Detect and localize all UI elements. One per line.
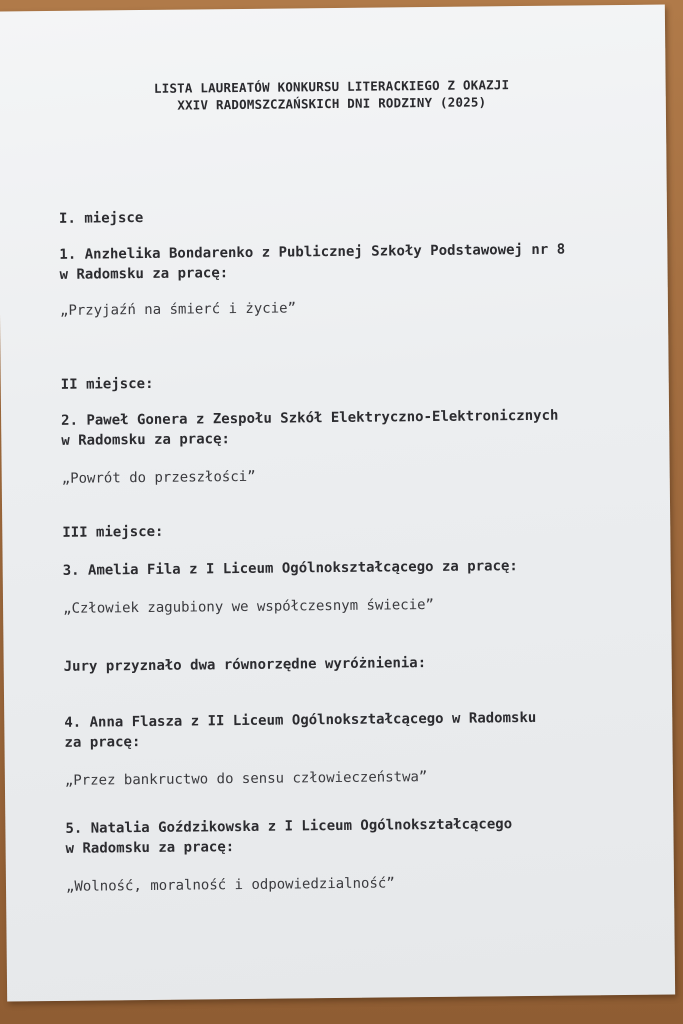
place-1-work-title: „Przyjaźń na śmierć i życie” bbox=[59, 300, 297, 319]
place-2-work-title: „Powrót do przeszłości” bbox=[61, 468, 256, 487]
place-3-entry-line-1: 3. Amelia Fila z I Liceum Ogólnokształcącego za pracę: bbox=[62, 558, 518, 579]
distinction-5-entry-line-1: 5. Natalia Goździkowska z I Liceum Ogólnokształcącego bbox=[65, 816, 513, 837]
paper-sheet bbox=[0, 5, 675, 1002]
place-1-entry-line-2: w Radomsku za pracę: bbox=[59, 265, 229, 283]
distinction-4-entry-line-2: za pracę: bbox=[64, 734, 141, 751]
distinctions-heading: Jury przyznało dwa równorzędne wyróżnienia: bbox=[63, 655, 427, 675]
document-title-line-2: XXIV RADOMSZCZAŃSKICH DNI RODZINY (2025) bbox=[177, 94, 487, 113]
distinction-5-entry-line-2: w Radomsku za pracę: bbox=[65, 839, 235, 857]
place-1-heading: I. miejsce bbox=[58, 210, 144, 227]
distinction-4-entry-line-1: 4. Anna Flasza z II Liceum Ogólnokształcącego w Radomsku bbox=[64, 709, 537, 731]
distinction-5-work-title: „Wolność, moralność i odpowiedzialność” bbox=[65, 875, 395, 895]
document-title-line-1: LISTA LAUREATÓW KONKURSU LITERACKIEGO Z OKAZJI bbox=[153, 77, 510, 96]
place-2-entry-line-2: w Radomsku za pracę: bbox=[61, 431, 230, 449]
place-3-work-title: „Człowiek zagubiony we współczesnym świecie” bbox=[63, 596, 435, 617]
place-1-entry-line-1: 1. Anzhelika Bondarenko z Publicznej Szkoły Podstawowej nr 8 bbox=[59, 241, 566, 263]
place-2-entry-line-1: 2. Paweł Gonera z Zespołu Szkół Elektryczno-Elektronicznych bbox=[61, 407, 559, 429]
distinction-4-work-title: „Przez bankructwo do sensu człowieczeństwa” bbox=[64, 769, 428, 789]
place-3-heading: III miejsce: bbox=[62, 523, 164, 541]
place-2-heading: II miejsce: bbox=[60, 375, 154, 393]
